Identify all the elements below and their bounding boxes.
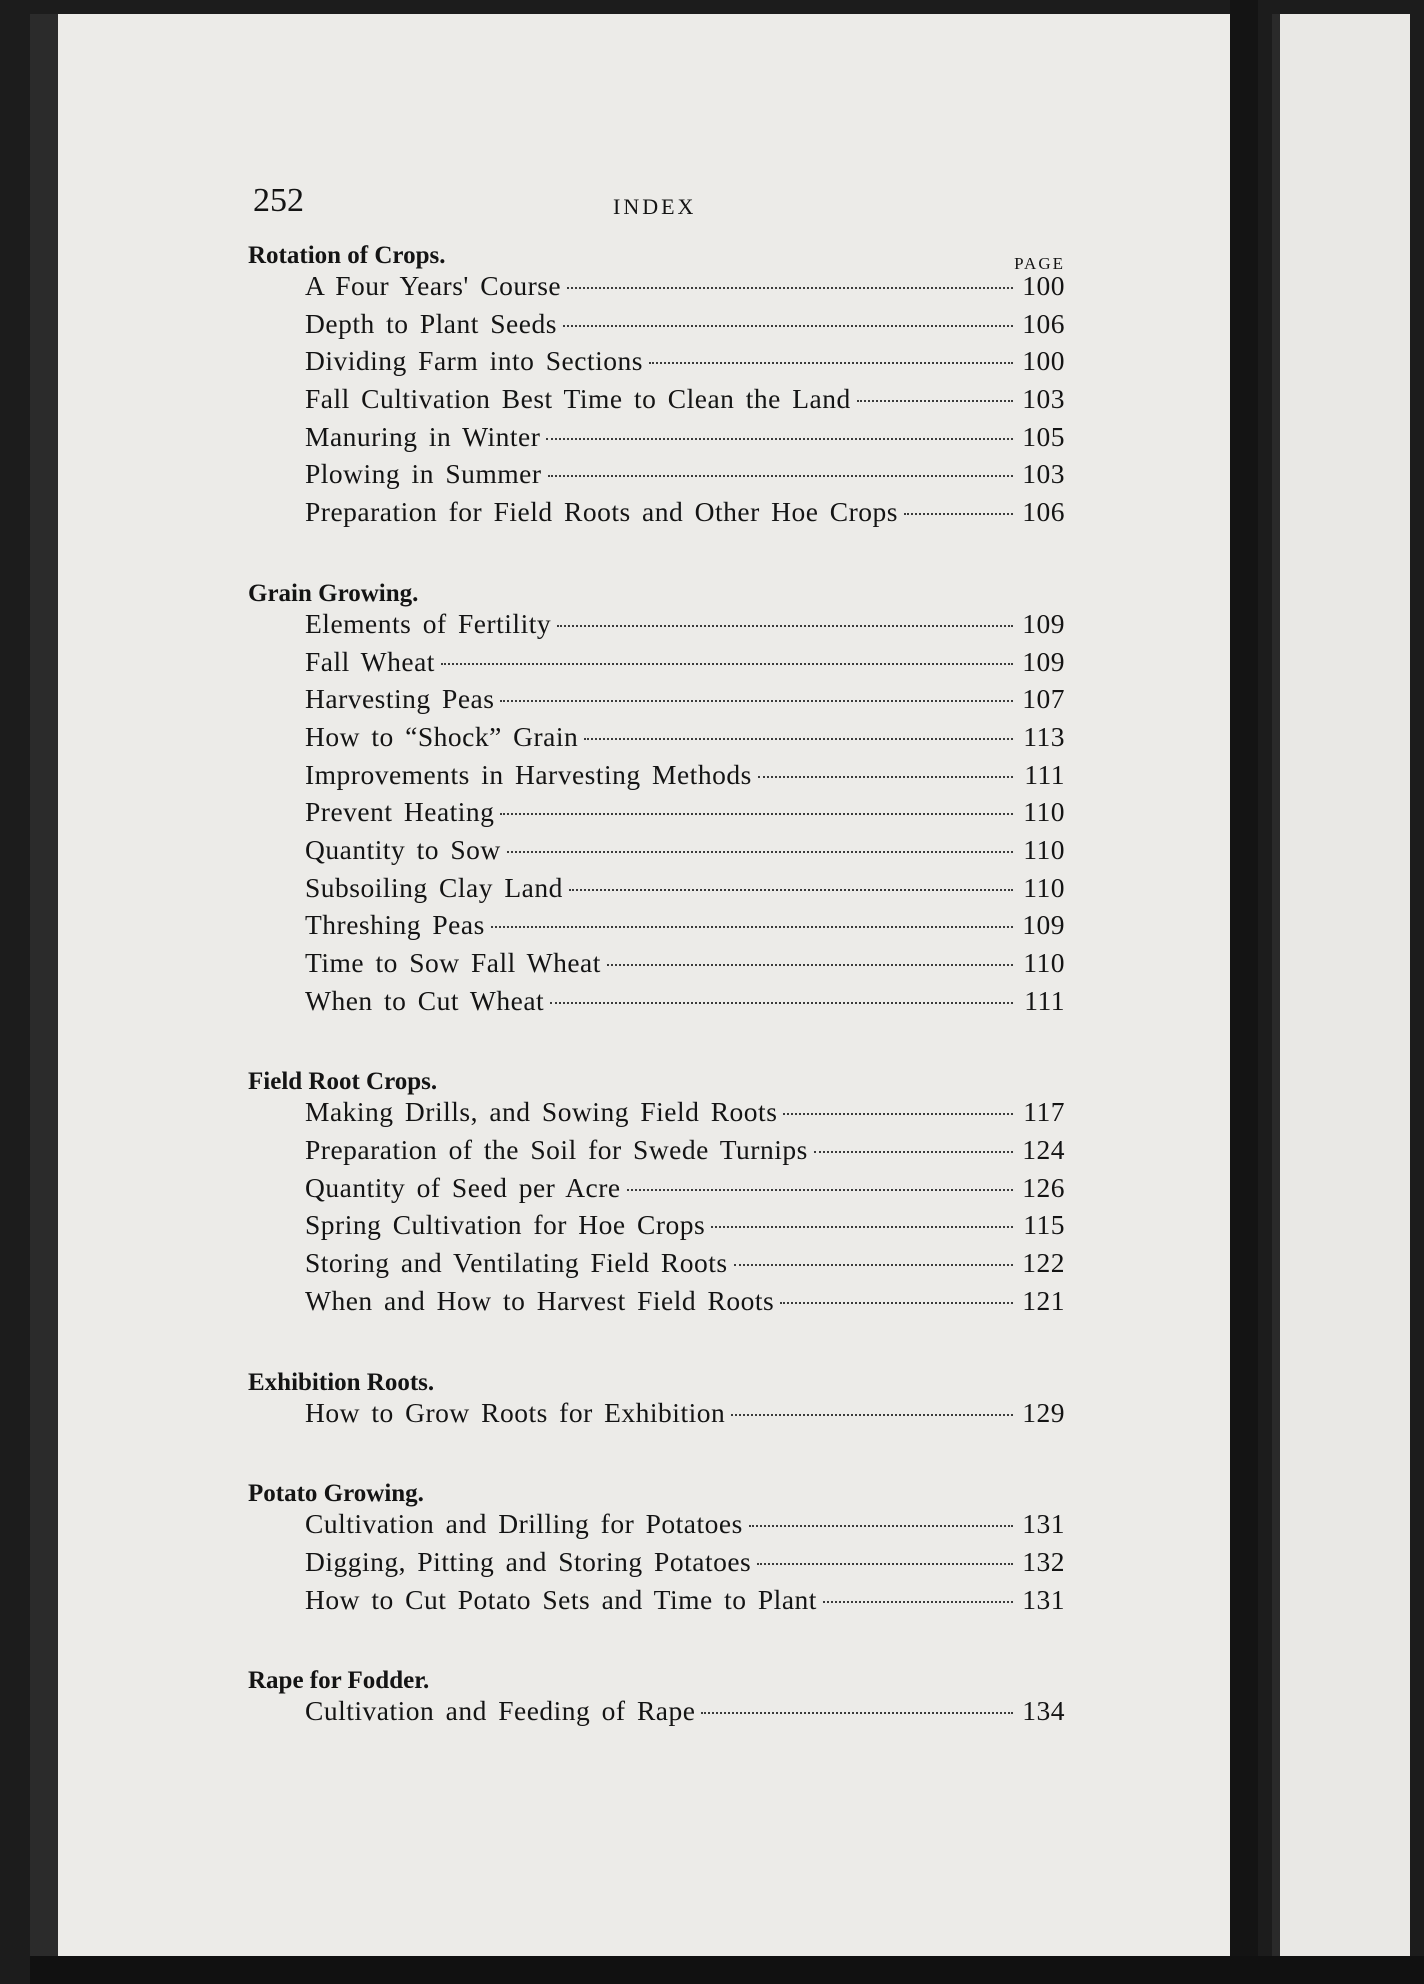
section-title: Field Root Crops. xyxy=(248,1068,438,1096)
entry-page-number: 103 xyxy=(1022,458,1065,490)
index-section xyxy=(213,570,1075,1023)
entry-label: How to Grow Roots for Exhibition xyxy=(305,1396,726,1428)
entry-label: Cultivation and Drilling for Potatoes xyxy=(305,1508,743,1540)
entry-label: A Four Years' Course xyxy=(305,270,562,301)
entry-label: Quantity of Seed per Acre xyxy=(305,1171,621,1203)
dot-leader xyxy=(441,663,1013,665)
index-entry xyxy=(213,270,1075,308)
dot-leader xyxy=(546,438,1013,440)
index-entry xyxy=(213,947,1075,985)
entry-label: Harvesting Peas xyxy=(305,683,495,715)
entry-page-number: 110 xyxy=(1023,871,1065,903)
dot-leader xyxy=(711,1226,1013,1228)
entry-page-number: 122 xyxy=(1022,1247,1065,1279)
dot-leader xyxy=(823,1601,1013,1603)
entry-label: Threshing Peas xyxy=(305,909,485,941)
index-section xyxy=(213,232,1075,534)
index-entry xyxy=(213,608,1075,646)
dot-leader xyxy=(749,1525,1013,1527)
entry-page-number: 132 xyxy=(1022,1545,1065,1577)
index-entry xyxy=(213,1546,1075,1584)
entry-page-number: 100 xyxy=(1022,345,1065,377)
entry-label: How to Cut Potato Sets and Time to Plant xyxy=(305,1583,817,1615)
index-entry xyxy=(213,1508,1075,1546)
entry-page-number: 113 xyxy=(1023,720,1065,752)
index-section xyxy=(213,1359,1075,1435)
index-entry xyxy=(213,1096,1075,1134)
index-entry xyxy=(213,1209,1075,1247)
index-entry xyxy=(213,683,1075,721)
index-entry xyxy=(213,421,1075,459)
entry-label: Dividing Farm into Sections xyxy=(305,345,643,377)
entry-page-number: 109 xyxy=(1022,909,1065,941)
entry-label: When and How to Harvest Field Roots xyxy=(305,1284,775,1316)
dot-leader xyxy=(758,776,1013,778)
entry-label: Fall Wheat xyxy=(305,645,435,677)
dot-leader xyxy=(857,400,1013,402)
entry-page-number: 115 xyxy=(1023,1209,1065,1241)
index-entry xyxy=(213,1695,1075,1733)
entry-page-number: 109 xyxy=(1022,607,1065,639)
dot-leader xyxy=(567,287,1013,289)
entry-page-number: 111 xyxy=(1024,984,1065,1016)
entry-label: Improvements in Harvesting Methods xyxy=(305,758,752,790)
entry-page-number: 110 xyxy=(1023,947,1065,978)
entry-page-number: 107 xyxy=(1022,683,1065,715)
entry-label: Plowing in Summer xyxy=(305,458,542,490)
index-entry xyxy=(213,872,1075,910)
index-entry xyxy=(213,496,1075,534)
dot-leader xyxy=(500,813,1013,815)
index-entry xyxy=(213,1397,1075,1435)
book-gutter xyxy=(1230,0,1258,1984)
index-entry xyxy=(213,383,1075,421)
index-entry xyxy=(213,1285,1075,1323)
book-bottom-edge xyxy=(30,1956,1424,1984)
entry-label: Storing and Ventilating Field Roots xyxy=(305,1247,728,1279)
entry-page-number: 129 xyxy=(1022,1396,1065,1428)
section-title: Rotation of Crops. xyxy=(248,242,446,269)
dot-leader xyxy=(783,1113,1013,1115)
index-entry xyxy=(213,308,1075,346)
dot-leader xyxy=(557,625,1013,627)
entry-page-number: 109 xyxy=(1022,645,1065,677)
section-title: Exhibition Roots. xyxy=(248,1368,435,1396)
entry-label: Fall Cultivation Best Time to Clean the Land xyxy=(305,383,851,415)
entry-page-number: 131 xyxy=(1022,1508,1065,1540)
page-number: 252 xyxy=(253,182,304,219)
index-entry xyxy=(213,458,1075,496)
index-entry xyxy=(213,1247,1075,1285)
section-title: Rape for Fodder. xyxy=(248,1667,430,1695)
index-entry xyxy=(213,1172,1075,1210)
entry-label: Prevent Heating xyxy=(305,796,495,828)
dot-leader xyxy=(701,1712,1013,1714)
entry-page-number: 121 xyxy=(1022,1284,1065,1316)
entry-label: When to Cut Wheat xyxy=(305,984,545,1016)
index-entry xyxy=(213,1584,1075,1622)
dot-leader xyxy=(731,1414,1013,1416)
entry-page-number: 105 xyxy=(1022,420,1065,452)
index-entry xyxy=(213,721,1075,759)
entry-label: Manuring in Winter xyxy=(305,420,541,452)
dot-leader xyxy=(757,1563,1013,1565)
dot-leader xyxy=(627,1189,1013,1191)
section-head xyxy=(213,1470,1075,1508)
index-entry xyxy=(213,985,1075,1023)
index-entry xyxy=(213,796,1075,834)
index-entry xyxy=(213,759,1075,797)
dot-leader xyxy=(550,1002,1013,1004)
dot-leader xyxy=(491,926,1013,928)
entry-label: Spring Cultivation for Hoe Crops xyxy=(305,1209,706,1241)
entry-label: Time to Sow Fall Wheat xyxy=(305,947,601,978)
index-section xyxy=(213,1058,1075,1322)
index-content xyxy=(213,182,1075,1769)
entry-label: Preparation of the Soil for Swede Turnips xyxy=(305,1134,808,1166)
entry-label: Elements of Fertility xyxy=(305,607,552,639)
entry-page-number: 106 xyxy=(1022,496,1065,528)
entry-label: Depth to Plant Seeds xyxy=(305,307,557,339)
entry-label: Quantity to Sow xyxy=(305,833,501,865)
section-title: Grain Growing. xyxy=(248,579,419,607)
index-entry xyxy=(213,345,1075,383)
page-column-label: PAGE xyxy=(1014,254,1065,273)
entry-label: Making Drills, and Sowing Field Roots xyxy=(305,1096,778,1128)
entry-label: Subsoiling Clay Land xyxy=(305,871,563,903)
dot-leader xyxy=(904,513,1013,515)
index-sections xyxy=(213,232,1075,1733)
section-head xyxy=(213,570,1075,608)
entry-page-number: 106 xyxy=(1022,307,1065,339)
index-section xyxy=(213,1657,1075,1733)
entry-page-number: 126 xyxy=(1022,1171,1065,1203)
entry-label: How to “Shock” Grain xyxy=(305,720,579,752)
entry-page-number: 111 xyxy=(1024,758,1065,790)
dot-leader xyxy=(563,325,1013,327)
section-head xyxy=(213,1359,1075,1397)
dot-leader xyxy=(814,1151,1013,1153)
dot-leader xyxy=(649,362,1013,364)
index-entry xyxy=(213,834,1075,872)
dot-leader xyxy=(569,889,1013,891)
dot-leader xyxy=(607,964,1013,966)
dot-leader xyxy=(548,475,1013,477)
running-head xyxy=(213,182,1075,232)
entry-page-number: 124 xyxy=(1022,1134,1065,1166)
entry-page-number: 103 xyxy=(1022,383,1065,415)
entry-page-number: 110 xyxy=(1023,796,1065,828)
running-title: INDEX xyxy=(613,194,697,219)
section-head xyxy=(213,1058,1075,1096)
entry-label: Preparation for Field Roots and Other Hoe Crops xyxy=(305,496,899,528)
entry-page-number: 100 xyxy=(1022,270,1065,301)
section-head xyxy=(213,1657,1075,1695)
section-head xyxy=(213,232,1075,273)
entry-label: Cultivation and Feeding of Rape xyxy=(305,1695,696,1727)
dot-leader xyxy=(734,1264,1013,1266)
index-section xyxy=(213,1470,1075,1621)
index-entry xyxy=(213,1134,1075,1172)
dot-leader xyxy=(500,700,1013,702)
entry-page-number: 117 xyxy=(1023,1096,1065,1128)
dot-leader xyxy=(507,851,1013,853)
entry-page-number: 134 xyxy=(1022,1695,1065,1727)
index-entry xyxy=(213,909,1075,947)
entry-label: Digging, Pitting and Storing Potatoes xyxy=(305,1545,752,1577)
dot-leader xyxy=(584,738,1013,740)
entry-page-number: 131 xyxy=(1022,1583,1065,1615)
book-page-right xyxy=(1272,14,1410,1964)
section-title: Potato Growing. xyxy=(248,1480,424,1508)
index-entry xyxy=(213,646,1075,684)
entry-page-number: 110 xyxy=(1023,833,1065,865)
dot-leader xyxy=(780,1302,1013,1304)
